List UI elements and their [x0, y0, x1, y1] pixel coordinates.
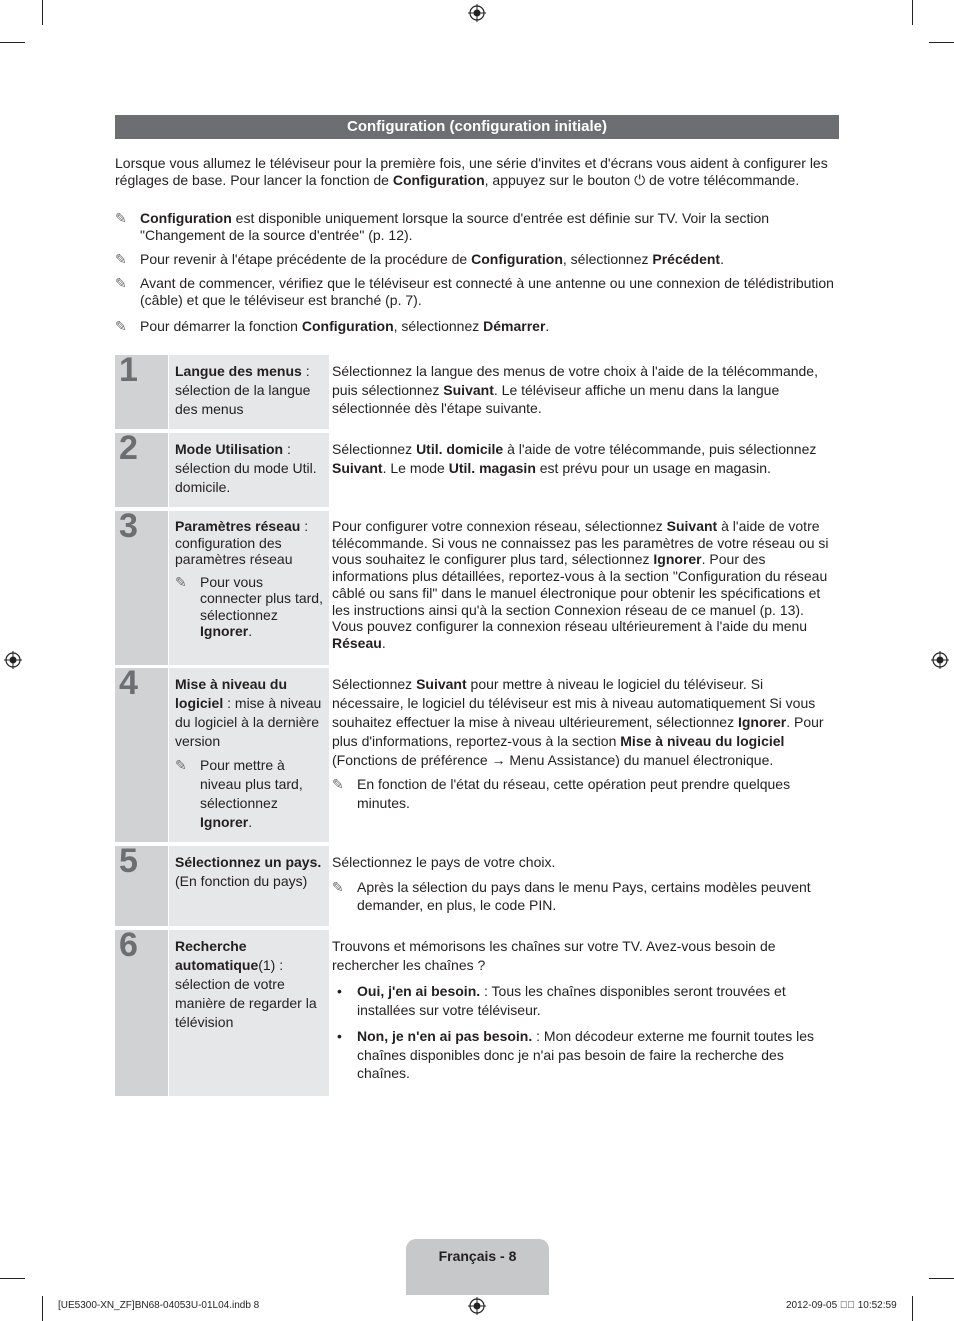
crop-mark: [912, 0, 913, 25]
step-description: Pour configurer votre connexion réseau, sélectionnez Suivant à l'aide de votre télécommande. Si vous ne connaissez pas les paramètres de votre réseau ou si vous souhaitez le configurer plus tard, sélectionnez Ignorer. Pour des informations plus détaillées, reportez-vous à la section "Configuration du réseau câblé ou sans fil" dans le manuel électronique pour obtenir les spécifications et les instructions ainsi qu'à la section Connexion réseau de ce manuel (p. 13). Vous pouvez configurer la connexion réseau ultérieurement à l'aide du menu Réseau.: [332, 518, 829, 651]
registration-mark-icon: [468, 1297, 486, 1315]
crop-mark: [0, 1278, 25, 1279]
step-number: 4: [119, 664, 138, 702]
step-number: 1: [119, 351, 138, 389]
step-row: [115, 926, 839, 1096]
pencil-note-icon: ✎: [175, 573, 187, 590]
step-label: Recherche automatique(1) : sélection de votre manière de regarder la télévision: [175, 938, 317, 1030]
crop-mark: [912, 1296, 913, 1321]
registration-mark-icon: [468, 4, 486, 22]
step-row: [115, 351, 839, 429]
power-icon: ⏻: [634, 171, 646, 188]
intro-paragraph: Lorsque vous allumez le téléviseur pour la première fois, une série d'invites et d'écrans vous aident à configurer les réglages de base. Pour lancer la fonction de Configuration, appuyez sur le bouton ⏻ de votre télécommande.: [115, 155, 828, 188]
page-number-tab: Français - 8: [406, 1239, 549, 1295]
step-description: Trouvons et mémorisons les chaînes sur votre TV. Avez-vous besoin de rechercher les chaînes ? • Oui, j'en ai besoin. : Tous les chaînes disponibles seront trouvées et installées sur votre téléviseur. • Non, je n'en ai pas besoin. : Mon décodeur externe me fournit toutes les chaînes disponibles donc je n'ai pas besoin de faire la recherche des chaînes.: [332, 930, 837, 1083]
crop-mark: [42, 0, 43, 25]
step-label: Paramètres réseau : configuration des paramètres réseau ✎ Pour vous connecter plus tard, sélectionnez Ignorer.: [175, 518, 323, 639]
step-label: Langue des menus : sélection de la langue des menus: [175, 363, 311, 417]
pencil-note-icon: ✎: [115, 275, 127, 291]
step-row: [115, 842, 839, 926]
pencil-note-icon: ✎: [332, 776, 344, 792]
note: ✎ Pour démarrer la fonction Configuration, sélectionnez Démarrer.: [115, 318, 550, 334]
pencil-note-icon: ✎: [332, 878, 344, 895]
step-description: Sélectionnez Suivant pour mettre à niveau le logiciel du téléviseur. Si nécessaire, le logiciel du téléviseur est mis à niveau automatiquement Si vous souhaitez effectuer la mise à niveau ultérieurement, sélectionnez Ignorer. Pour plus d'informations, reportez-vous à la section Mise à niveau du logiciel (Fonctions de préférence → Menu Assistance) du manuel électronique. ✎ En fonction de l'état du réseau, cette opération peut prendre quelques minutes.: [332, 676, 824, 811]
step-row: [115, 507, 839, 665]
step-label: Sélectionnez un pays.(En fonction du pays): [175, 854, 322, 889]
pencil-note-icon: ✎: [115, 251, 127, 267]
list-item: • Oui, j'en ai besoin. : Tous les chaînes disponibles seront trouvées et installées sur votre téléviseur.: [337, 983, 786, 1018]
note: ✎ Configuration est disponible uniquement lorsque la source d'entrée est définie sur TV. Voir la section "Changement de la source d'entrée" (p. 12).: [115, 210, 770, 243]
step-number: 5: [119, 842, 138, 880]
crop-mark: [42, 1296, 43, 1321]
crop-mark: [929, 42, 954, 43]
crop-mark: [929, 1278, 954, 1279]
step-description: Sélectionnez Util. domicile à l'aide de votre télécommande, puis sélectionnez Suivant. Le mode Util. magasin est prévu pour un usage en magasin.: [332, 441, 817, 476]
section-title: Configuration (configuration initiale): [115, 115, 839, 139]
pencil-note-icon: ✎: [115, 210, 127, 226]
registration-mark-icon: [931, 651, 949, 669]
step-description: Sélectionnez la langue des menus de votre choix à l'aide de la télécommande, puis sélectionnez Suivant. Le téléviseur affiche un menu dans la langue sélectionnée dès l'étape suivante.: [332, 363, 818, 416]
note: ✎ Avant de commencer, vérifiez que le téléviseur est connecté à une antenne ou une connexion de télédistribution (câble) et que le téléviseur est branché (p. 7).: [115, 275, 834, 308]
step-description: Sélectionnez le pays de votre choix. ✎ Après la sélection du pays dans le menu Pays, certains modèles peuvent demander, en plus, le code PIN.: [332, 854, 811, 913]
step-number: 2: [119, 429, 138, 467]
step-label: Mode Utilisation : sélection du mode Util. domicile.: [175, 441, 317, 495]
file-slug: [UE5300-XN_ZF]BN68-04053U-01L04.indb 8: [58, 1300, 260, 1311]
registration-mark-icon: [4, 651, 22, 669]
step-number: 6: [119, 926, 138, 964]
pencil-note-icon: ✎: [115, 318, 127, 334]
step-label: Mise à niveau du logiciel : mise à niveau du logiciel à la dernière version ✎ Pour mettre à niveau plus tard, sélectionnez Ignorer.: [175, 676, 322, 830]
print-timestamp: 2012-09-05 ￿￿ 10:52:59: [786, 1300, 897, 1311]
step-row: [115, 429, 839, 507]
note: ✎ Pour revenir à l'étape précédente de la procédure de Configuration, sélectionnez Précédent.: [115, 251, 724, 267]
pencil-note-icon: ✎: [175, 757, 187, 773]
step-row: [115, 664, 839, 842]
crop-mark: [0, 42, 25, 43]
step-number: 3: [119, 507, 138, 545]
list-item: • Non, je n'en ai pas besoin. : Mon décodeur externe me fournit toutes les chaînes disponibles donc je n'ai pas besoin de faire la recherche des chaînes.: [337, 1028, 814, 1081]
